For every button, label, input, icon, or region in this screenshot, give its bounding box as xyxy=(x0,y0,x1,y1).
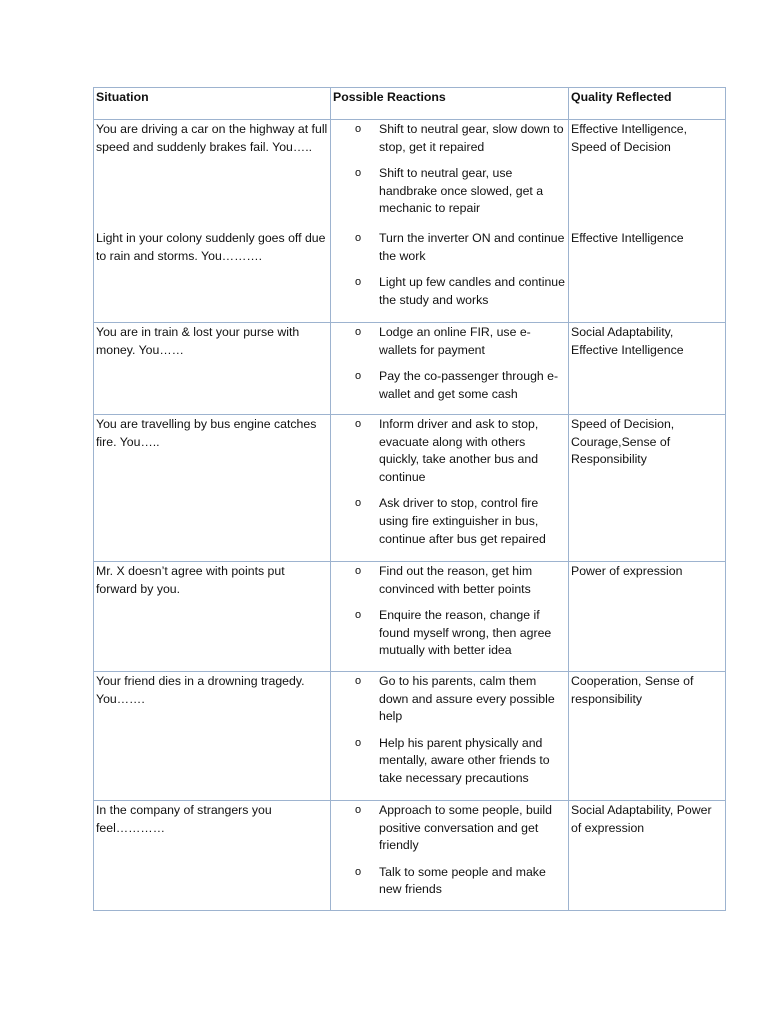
reaction-text: Shift to neutral gear, use handbrake once slowed, get a mechanic to repair xyxy=(379,166,544,216)
table-row xyxy=(94,672,726,801)
quality-cell xyxy=(569,562,726,672)
situation-cell xyxy=(94,562,331,672)
reaction-item xyxy=(333,165,566,218)
quality-text: Cooperation, Sense of responsibility xyxy=(571,674,694,706)
reaction-text: Go to his parents, calm them down and assure every possible help xyxy=(379,674,555,724)
quality-cell xyxy=(569,801,726,911)
hollow-bullet-icon: o xyxy=(355,167,362,180)
hollow-bullet-icon: o xyxy=(355,609,362,622)
quality-cell xyxy=(569,120,726,323)
hollow-bullet-icon: o xyxy=(355,804,362,816)
reaction-text: Lodge an online FIR, use e-wallets for payment xyxy=(379,325,531,357)
hollow-bullet-icon: o xyxy=(355,565,362,577)
document-page xyxy=(93,87,725,911)
reactions-list xyxy=(333,230,566,309)
reactions-cell xyxy=(331,415,569,562)
reaction-item xyxy=(333,324,566,359)
quality-cell xyxy=(569,415,726,562)
situation-cell xyxy=(94,672,331,801)
reaction-item xyxy=(333,230,566,265)
reaction-item xyxy=(333,368,566,403)
reactions-list xyxy=(333,802,566,899)
situation-text: Your friend dies in a drowning tragedy. You……. xyxy=(96,674,305,706)
situation-text: Light in your colony suddenly goes off due to rain and storms. You………. xyxy=(96,230,326,263)
hollow-bullet-icon: o xyxy=(355,370,362,383)
reaction-item xyxy=(333,802,566,855)
reaction-item xyxy=(333,735,566,788)
reaction-text: Help his parent physically and mentally, aware other friends to take necessary precautions xyxy=(379,735,550,785)
quality-cell xyxy=(569,672,726,801)
quality-text: Social Adaptability, Power of expression xyxy=(571,803,712,835)
hollow-bullet-icon: o xyxy=(355,231,362,244)
situation-text: In the company of strangers you feel………… xyxy=(96,803,272,835)
reaction-item xyxy=(333,673,566,726)
quality-text: Effective Intelligence, Speed of Decision xyxy=(571,122,687,154)
hollow-bullet-icon: o xyxy=(355,865,362,878)
quality-text: Social Adaptability, Effective Intelligence xyxy=(571,325,684,357)
reaction-text: Enquire the reason, change if found myself wrong, then agree mutually with better idea xyxy=(379,608,552,658)
quality-text: Power of expression xyxy=(571,564,683,578)
reactions-list xyxy=(333,121,566,218)
reactions-cell xyxy=(331,562,569,672)
reaction-text: Talk to some people and make new friends xyxy=(379,864,546,897)
quality-text: Effective Intelligence xyxy=(571,230,684,245)
situation-cell xyxy=(94,323,331,415)
reaction-text: Inform driver and ask to stop, evacuate along with others quickly, take another bus and continue xyxy=(379,417,539,484)
hollow-bullet-icon: o xyxy=(355,123,362,135)
reaction-item xyxy=(333,495,566,548)
situation-text: Mr. X doesn’t agree with points put forward by you. xyxy=(96,564,285,596)
reactions-cell xyxy=(331,672,569,801)
reactions-cell xyxy=(331,120,569,323)
hollow-bullet-icon: o xyxy=(355,497,362,510)
reactions-list xyxy=(333,563,566,660)
situation-text: You are driving a car on the highway at full speed and suddenly brakes fail. You….. xyxy=(96,122,328,154)
reaction-item xyxy=(333,274,566,309)
header-quality-reflected: Quality Reflected xyxy=(569,88,726,120)
reaction-text: Find out the reason, get him convinced with better points xyxy=(379,564,533,596)
reaction-text: Pay the co-passenger through e-wallet and get some cash xyxy=(379,369,559,401)
table-header-row xyxy=(94,88,726,120)
table-row xyxy=(94,120,726,323)
hollow-bullet-icon: o xyxy=(355,326,362,338)
reaction-item xyxy=(333,121,566,156)
reaction-item xyxy=(333,607,566,660)
quality-cell xyxy=(569,323,726,415)
situation-reaction-table xyxy=(93,87,726,911)
situation-cell xyxy=(94,801,331,911)
reactions-list xyxy=(333,673,566,788)
reactions-cell xyxy=(331,323,569,415)
table-row xyxy=(94,415,726,562)
header-possible-reactions: Possible Reactions xyxy=(331,88,569,120)
reaction-item xyxy=(333,416,566,486)
header-situation: Situation xyxy=(94,88,331,120)
reaction-item xyxy=(333,563,566,598)
reaction-text: Approach to some people, build positive conversation and get friendly xyxy=(379,803,552,853)
table-row xyxy=(94,801,726,911)
reaction-text: Turn the inverter ON and continue the work xyxy=(379,230,565,263)
reactions-list xyxy=(333,416,566,548)
situation-text: You are travelling by bus engine catches fire. You….. xyxy=(96,417,317,449)
table-body xyxy=(94,120,726,911)
situation-text: You are in train & lost your purse with money. You…… xyxy=(96,325,300,357)
reaction-text: Ask driver to stop, control fire using fire extinguisher in bus, continue after bus get repaired xyxy=(379,496,546,546)
hollow-bullet-icon: o xyxy=(355,736,362,749)
reaction-text: Shift to neutral gear, slow down to stop, get it repaired xyxy=(379,122,564,154)
situation-cell xyxy=(94,120,331,323)
hollow-bullet-icon: o xyxy=(355,675,362,687)
reactions-list xyxy=(333,324,566,403)
situation-cell xyxy=(94,415,331,562)
reaction-text: Light up few candles and continue the study and works xyxy=(379,275,565,307)
table-row xyxy=(94,562,726,672)
hollow-bullet-icon: o xyxy=(355,276,362,289)
quality-text: Speed of Decision, Courage,Sense of Responsibility xyxy=(571,417,675,467)
hollow-bullet-icon: o xyxy=(355,418,362,430)
reactions-cell xyxy=(331,801,569,911)
table-row xyxy=(94,323,726,415)
reaction-item xyxy=(333,864,566,899)
